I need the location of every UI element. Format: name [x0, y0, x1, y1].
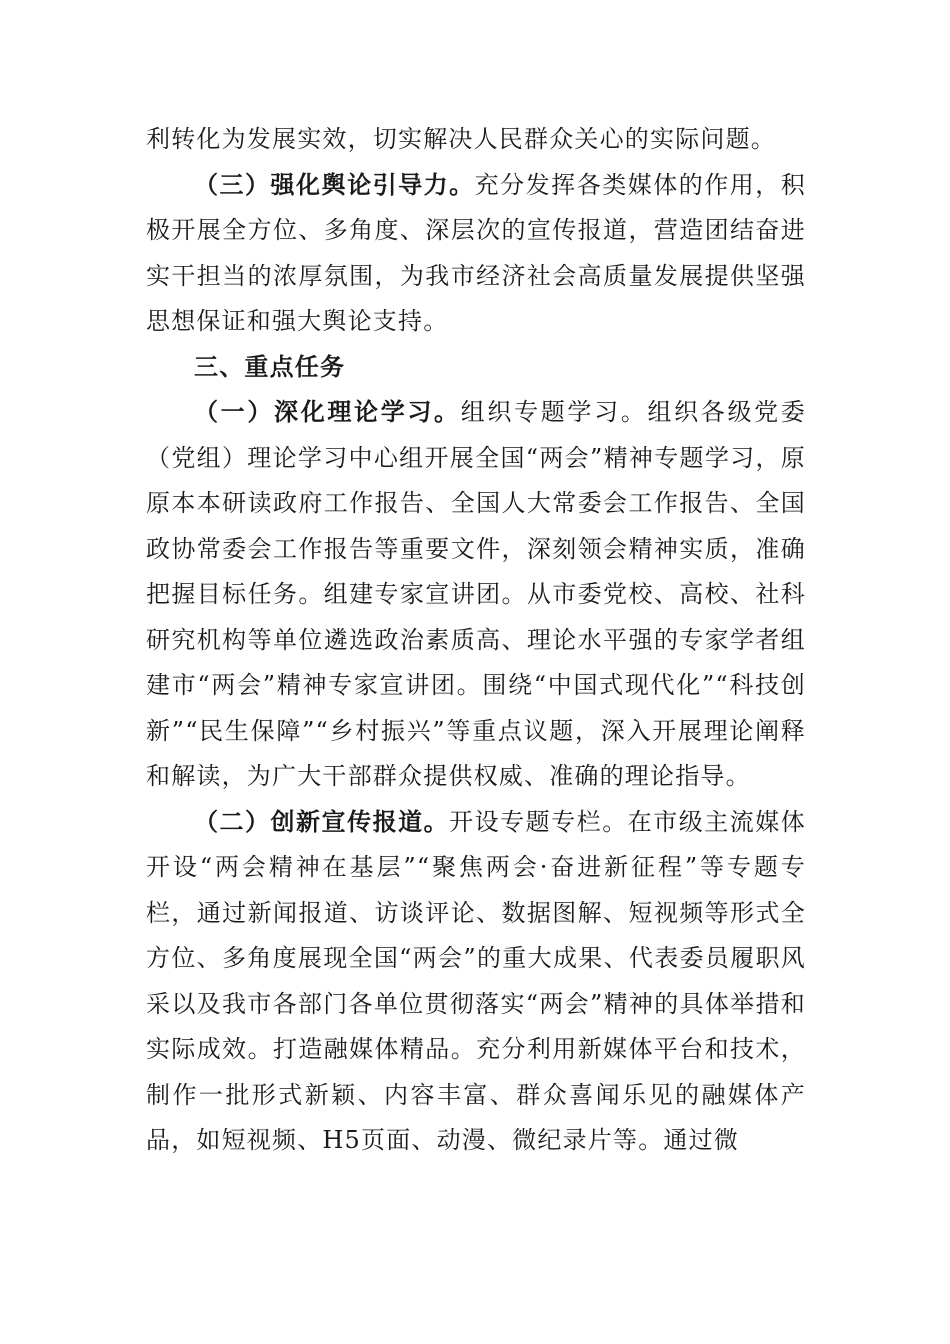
paragraph-title: （一）深化理论学习。	[194, 398, 461, 426]
section-heading-text: 三、重点任务	[194, 352, 346, 381]
paragraph-theory-study	[146, 390, 806, 800]
paragraph-text: 开设专题专栏。在市级主流媒体开设“两会精神在基层”“聚焦两会·奋进新征程”等专题专栏，通过新闻报道、访谈评论、数据图解、短视频等形式全方位、多角度展现全国“两会”的重大成果、代表委员履职风采以及我市各部门各单位贯彻落实“两会”精神的具体举措和实际成效。打造融媒体精品。充分利用新媒体平台和技术，制作一批形式新颖、内容丰富、群众喜闻乐见的融媒体产品，如短视频、H5页面、动漫、微纪录片等。通过微	[146, 807, 806, 1154]
paragraph-title: （二）创新宣传报道。	[194, 807, 450, 836]
section-heading	[146, 345, 806, 391]
paragraph-text: 利转化为发展实效，切实解决人民群众关心的实际问题。	[146, 125, 776, 153]
paragraph-text: 组织专题学习。组织各级党委（党组）理论学习中心组开展全国“两会”精神专题学习，原原本本研读政府工作报告、全国人大常委会工作报告、全国政协常委会工作报告等重要文件，深刻领会精神实质，准确把握目标任务。组建专家宣讲团。从市委党校、高校、社科研究机构等单位遴选政治素质高、理论水平强的专家学者组建市“两会”精神专家宣讲团。围绕“中国式现代化”“科技创新”“民生保障”“乡村振兴”等重点议题，深入开展理论阐释和解读，为广大干部群众提供权威、准确的理论指导。	[146, 398, 807, 790]
paragraph-publicity-reporting	[146, 800, 806, 1164]
paragraph-title: （三）强化舆论引导力。	[194, 170, 475, 199]
document-body	[146, 117, 806, 1164]
paragraph-public-opinion	[146, 163, 806, 345]
paragraph-text: 充分发挥各类媒体的作用，积极开展全方位、多角度、深层次的宣传报道，营造团结奋进实干担当的浓厚氛围，为我市经济社会高质量发展提供坚强思想保证和强大舆论支持。	[146, 170, 806, 335]
paragraph-continuation	[146, 117, 806, 163]
